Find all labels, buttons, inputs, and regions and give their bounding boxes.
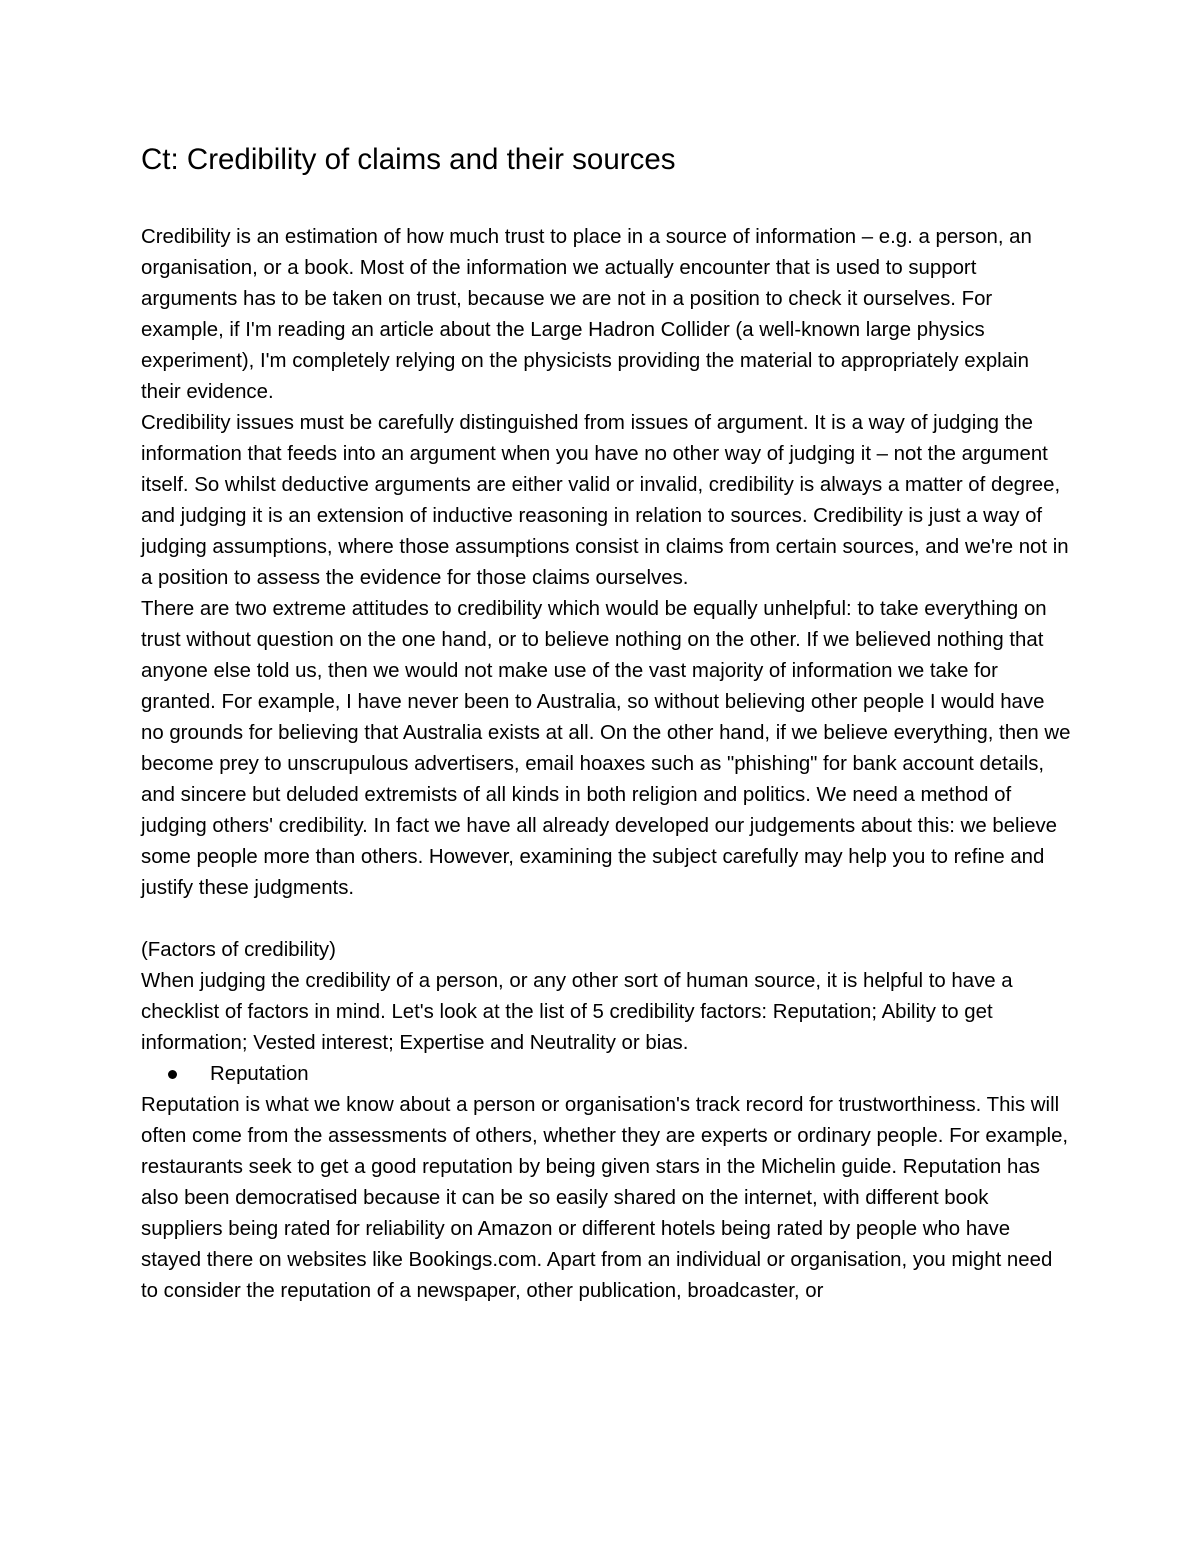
blank-line xyxy=(141,904,1071,935)
paragraph-reputation: Reputation is what we know about a person or organisation's track record for trustworthiness. This will often come from the assessments of others, whether they are experts or ordinary people. For example, restaurants seek to get a good reputation by being given stars in the Michelin guide. Reputation has also been democratised because it can be so easily shared on the internet, with different book suppliers being rated for reliability on Amazon or different hotels being rated by people who have stayed there on websites like Bookings.com. Apart from an individual or organisation, you might need to consider the reputation of a newspaper, other publication, broadcaster, or xyxy=(141,1094,1069,1302)
bullet-dot-icon xyxy=(168,1070,177,1079)
document-body xyxy=(141,140,1071,1307)
paragraph-credibility-definition: Credibility is an estimation of how much trust to place in a source of information – e.g. a person, an organisation, or a book. Most of the information we actually encounter that is used to support arguments has to be taken on trust, because we are not in a position to check it ourselves. For example, if I'm reading an article about the Large Hadron Collider (a well-known large physics experiment), I'm completely relying on the physicists providing the material to appropriately explain their evidence. xyxy=(141,226,1032,403)
bullet-list xyxy=(141,1059,1071,1090)
bullet-item-label: Reputation xyxy=(210,1063,309,1085)
section-heading: (Factors of credibility) xyxy=(141,939,336,961)
paragraph-factors-intro: When judging the credibility of a person, or any other sort of human source, it is helpful to have a checklist of factors in mind. Let's look at the list of 5 credibility factors: Reputation; Ability to get information; Vested interest; Expertise and Neutrality or bias. xyxy=(141,970,1013,1054)
page-title: Ct: Credibility of claims and their sources xyxy=(141,143,676,176)
paragraph-credibility-vs-argument: Credibility issues must be carefully distinguished from issues of argument. It is a way of judging the information that feeds into an argument when you have no other way of judging it – not the argument itself. So whilst deductive arguments are either valid or invalid, credibility is always a matter of degree, and judging it is an extension of inductive reasoning in relation to sources. Credibility is just a way of judging assumptions, where those assumptions consist in claims from certain sources, and we're not in a position to assess the evidence for those claims ourselves. xyxy=(141,412,1069,589)
bullet-item-reputation xyxy=(141,1059,1071,1090)
paragraph-extreme-attitudes: There are two extreme attitudes to credibility which would be equally unhelpful: to take everything on trust without question on the one hand, or to believe nothing on the other. If we believed nothing that anyone else told us, then we would not make use of the vast majority of information we take for granted. For example, I have never been to Australia, so without believing other people I would have no grounds for believing that Australia exists at all. On the other hand, if we believe everything, then we become prey to unscrupulous advertisers, email hoaxes such as "phishing" for bank account details, and sincere but deluded extremists of all kinds in both religion and politics. We need a method of judging others' credibility. In fact we have all already developed our judgements about this: we believe some people more than others. However, examining the subject carefully may help you to refine and justify these judgments. xyxy=(141,598,1071,899)
